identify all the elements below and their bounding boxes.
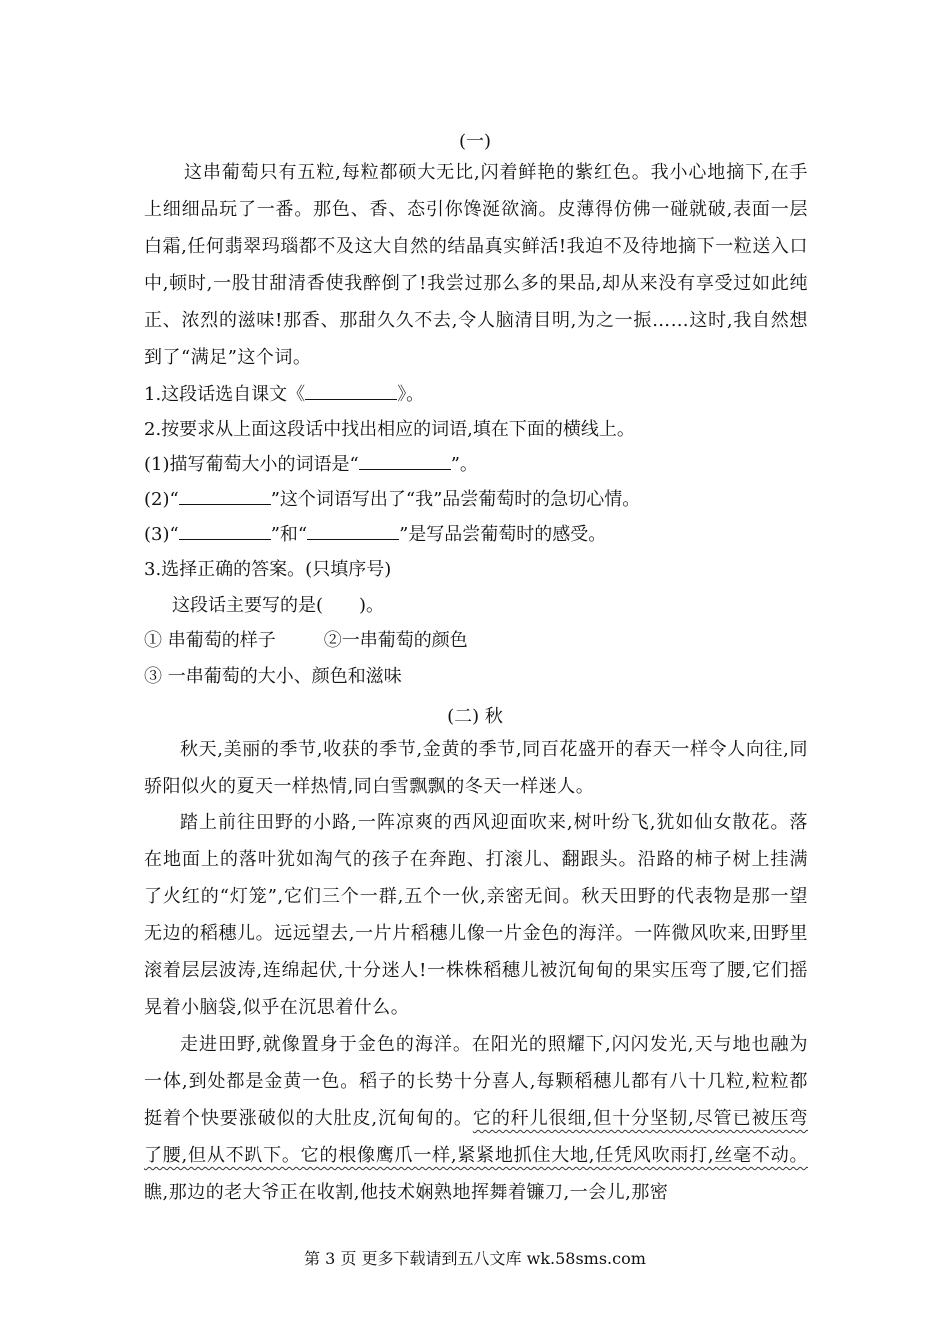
- p3-end-text: 瞧,那边的老大爷正在收割,他技术娴熟地挥舞着镰刀,一会儿,那密: [144, 1182, 669, 1203]
- q1-blank[interactable]: [305, 383, 397, 400]
- q2-2-blank[interactable]: [179, 488, 271, 505]
- p3-wavy-underlined-text: 它的秆儿很细,但十分坚韧,尽管已被压弯了腰,但从不趴下。它的根像鹰爪一样,紧紧地抓住大地,任凭风吹雨打,丝毫不动。: [144, 1108, 808, 1166]
- q2-2-before: (2)“: [144, 489, 179, 510]
- section2-paragraph-3: [144, 1026, 808, 1211]
- section2-title: (二) 秋: [447, 706, 503, 727]
- q3-option-1[interactable]: ① 串葡萄的样子: [144, 630, 276, 651]
- question-1: [144, 383, 824, 407]
- p3-plain-text: 走进田野,就像置身于金色的海洋。在阳光的照耀下,闪闪发光,天与地也融为一体,到处都是金黄一色。稻子的长势十分喜人,每颗稻穗儿都有八十几粒,粒粒都挺着个快要涨破似的大肚皮,沉甸甸的。: [144, 1034, 808, 1129]
- question-3: 3.选择正确的答案。(只填序号): [144, 559, 392, 580]
- page-footer: 第 3 页 更多下载请到五八文库 wk.58sms.com: [304, 1249, 646, 1268]
- question-2-1: [144, 453, 824, 477]
- q2-1-before: (1)描写葡萄大小的词语是“: [144, 454, 359, 475]
- q3-option-2[interactable]: ②一串葡萄的颜色: [323, 630, 468, 651]
- q1-before: 1.这段话选自课文《: [144, 384, 306, 405]
- q3-option-3[interactable]: ③ 一串葡萄的大小、颜色和滋味: [144, 666, 402, 687]
- q2-3-blank-b[interactable]: [307, 523, 399, 540]
- q2-1-after: ”。: [450, 454, 478, 475]
- q2-2-after: ”这个词语写出了“我”品尝葡萄时的急切心情。: [270, 489, 641, 510]
- question-2: 2.按要求从上面这段话中找出相应的词语,填在下面的横线上。: [144, 419, 635, 440]
- section2-paragraph-2: 踏上前往田野的小路,一阵凉爽的西风迎面吹来,树叶纷飞,犹如仙女散花。落在地面上的落叶犹如淘气的孩子在奔跑、打滚儿、翻跟头。沿路的柿子树上挂满了火红的“灯笼”,它们三个一群,五个一伙,亲密无间。秋天田野的代表物是那一望无边的稻穗儿。远远望去,一片片稻穗儿像一片金色的海洋。一阵微风吹来,田野里滚着层层波涛,连绵起伏,十分迷人!一株株稻穗儿被沉甸甸的果实压弯了腰,它们摇晃着小脑袋,似乎在沉思着什么。: [144, 812, 808, 1018]
- q1-after: 》。: [397, 384, 425, 405]
- question-3-stem: 这段话主要写的是( )。: [172, 595, 385, 616]
- q2-1-blank[interactable]: [359, 453, 451, 470]
- q2-3-after: ”是写品尝葡萄时的感受。: [399, 524, 607, 545]
- question-2-2: [144, 488, 824, 512]
- question-2-3: [144, 523, 824, 547]
- q2-3-before: (3)“: [144, 524, 179, 545]
- q2-3-blank-a[interactable]: [179, 523, 271, 540]
- section1-paragraph: 这串葡萄只有五粒,每粒都硕大无比,闪着鲜艳的紫红色。我小心地摘下,在手上细细品玩了一番。那色、香、态引你馋涎欲滴。皮薄得仿佛一碰就破,表面一层白霜,任何翡翠玛瑙都不及这大自然的结晶真实鲜活!我迫不及待地摘下一粒送入口中,顿时,一股甘甜清香使我醉倒了!我尝过那么多的果品,却从来没有享受过如此纯正、浓烈的滋味!那香、那甜久久不去,令人脑清目明,为之一振……这时,我自然想到了“满足”这个词。: [144, 162, 808, 368]
- q2-3-middle: ”和“: [270, 524, 308, 545]
- question-3-options-row1: [144, 629, 824, 653]
- section1-title: (一): [458, 131, 492, 152]
- section2-paragraph-1: 秋天,美丽的季节,收获的季节,金黄的季节,同百花盛开的春天一样令人向往,同骄阳似火的夏天一样热情,同白雪飘飘的冬天一样迷人。: [144, 739, 808, 797]
